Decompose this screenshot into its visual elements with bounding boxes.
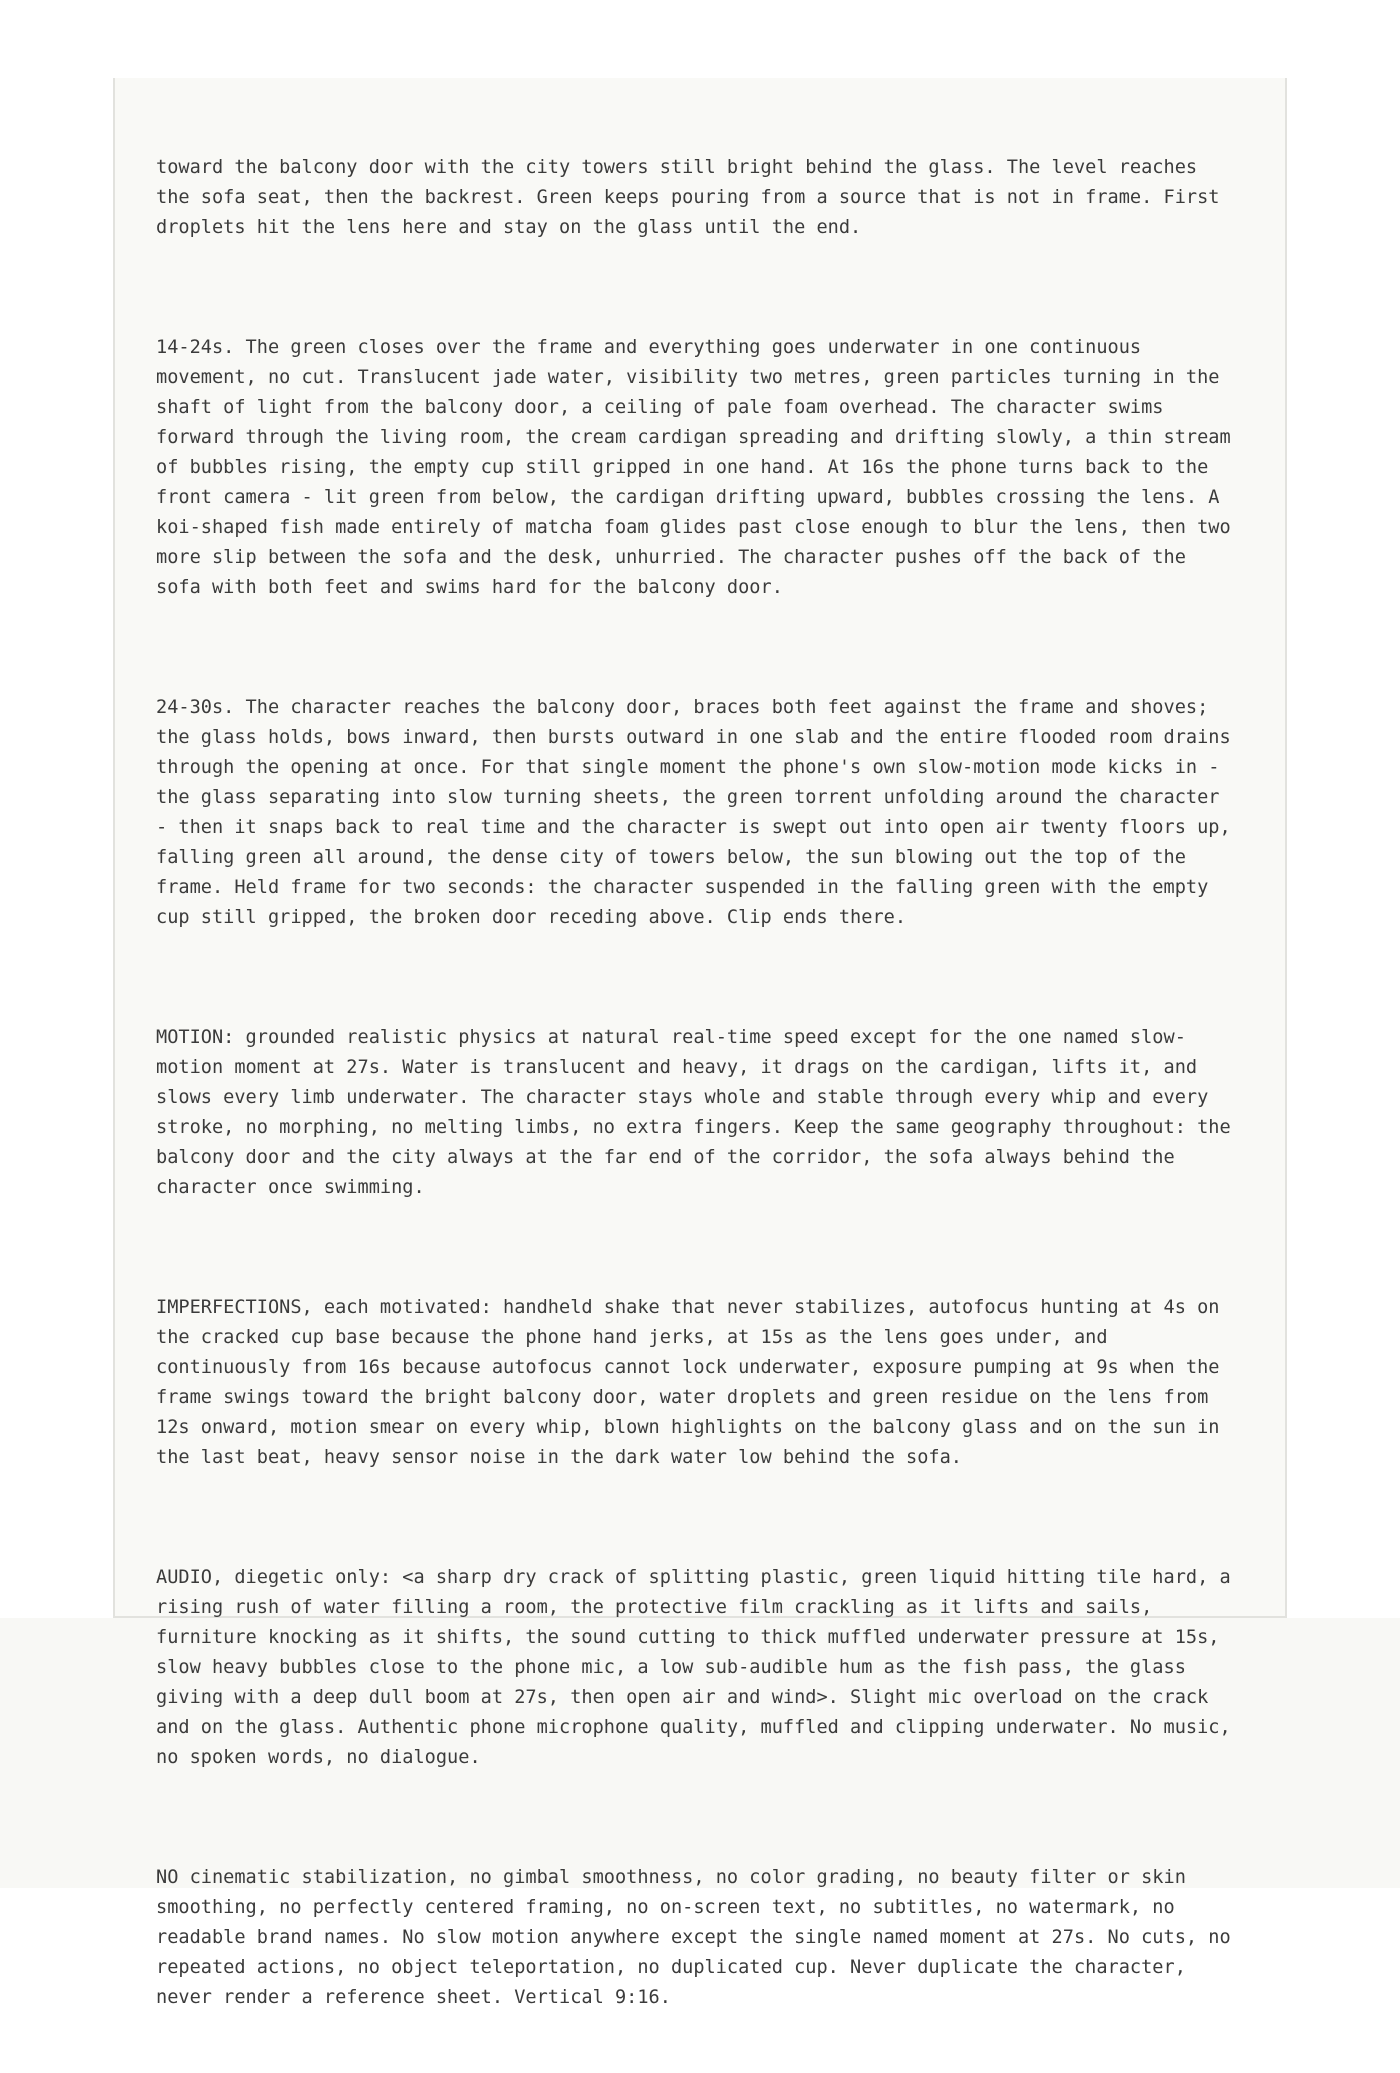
paragraph-motion: MOTION: grounded realistic physics at natural real-time speed except for the one named slow- motion moment at 27s. Water is translucent and heavy, it drags on the cardigan, lifts it, and slows every limb underwater. The character stays whole and stable through every whip and every stroke, no morphing, no melting limbs, no extra fingers. Keep the same geography throughout: the balcony door and the city always at the far end of the corridor, the sofa always behind the character once swimming.: [156, 1027, 1231, 1198]
paragraph-underwater-14-24s: 14-24s. The green closes over the frame and everything goes underwater in one continuous movement, no cut. Translucent jade water, visibility two metres, green particles turning in the shaft of light from the balcony door, a ceiling of pale foam overhead. The character swims forward through the living room, the cream cardigan spreading and drifting slowly, a thin stream of bubbles rising, the empty cup still gripped in one hand. At 16s the phone turns back to the front camera - lit green from below, the cardigan drifting upward, bubbles crossing the lens. A koi-shaped fish made entirely of matcha foam glides past close enough to blur the lens, then two more slip between the sofa and the desk, unhurried. The character pushes off the back of the sofa with both feet and swims hard for the balcony door.: [156, 337, 1231, 598]
paragraph-imperfections: IMPERFECTIONS, each motivated: handheld shake that never stabilizes, autofocus hunting at 4s on the cracked cup base because the phone hand jerks, at 15s as the lens goes under, and continuously from 16s because autofocus cannot lock underwater, exposure pumping at 9s when the frame swings toward the bright balcony door, water droplets and green residue on the lens from 12s onward, motion smear on every whip, blown highlights on the balcony glass and on the sun in the last beat, heavy sensor noise in the dark water low behind the sofa.: [156, 1297, 1220, 1468]
paragraph-water-rising: toward the balcony door with the city towers still bright behind the glass. The level reaches the sofa seat, then the backrest. Green keeps pouring from a source that is not in frame. First droplets hit the lens here and stay on the glass until the end.: [156, 157, 1220, 238]
paragraph-audio: AUDIO, diegetic only: <a sharp dry crack of splitting plastic, green liquid hitting tile hard, a rising rush of water filling a room, the protective film crackling as it lifts and sails, furniture knocking as it shifts, the sound cutting to thick muffled underwater pressure at 15s, slow heavy bubbles close to the phone mic, a low sub-audible hum as the fish pass, the glass giving with a deep dull boom at 27s, then open air and wind>. Slight mic overload on the crack and on the glass. Authentic phone microphone quality, muffled and clipping underwater. No music, no spoken words, no dialogue.: [156, 1567, 1231, 1768]
paragraph-negative-constraints: NO cinematic stabilization, no gimbal smoothness, no color grading, no beauty filter or skin smoothing, no perfectly centered framing, no on-screen text, no subtitles, no watermark, no readable brand names. No slow motion anywhere except the single named moment at 27s. No cuts, no repeated actions, no object teleportation, no duplicated cup. Never duplicate the character, never render a reference sheet. Vertical 9:16.: [156, 1867, 1231, 2008]
prompt-code-block: [113, 78, 1287, 2008]
paragraph-balcony-24-30s: 24-30s. The character reaches the balcony door, braces both feet against the frame and shoves; the glass holds, bows inward, then bursts outward in one slab and the entire flooded room drains through the opening at once. For that single moment the phone's own slow-motion mode kicks in - the glass separating into slow turning sheets, the green torrent unfolding around the character - then it snaps back to real time and the character is swept out into open air twenty floors up, falling green all around, the dense city of towers below, the sun blowing out the top of the frame. Held frame for two seconds: the character suspended in the falling green with the empty cup still gripped, the broken door receding above. Clip ends there.: [156, 697, 1231, 928]
prompt-text: [156, 78, 1266, 2073]
